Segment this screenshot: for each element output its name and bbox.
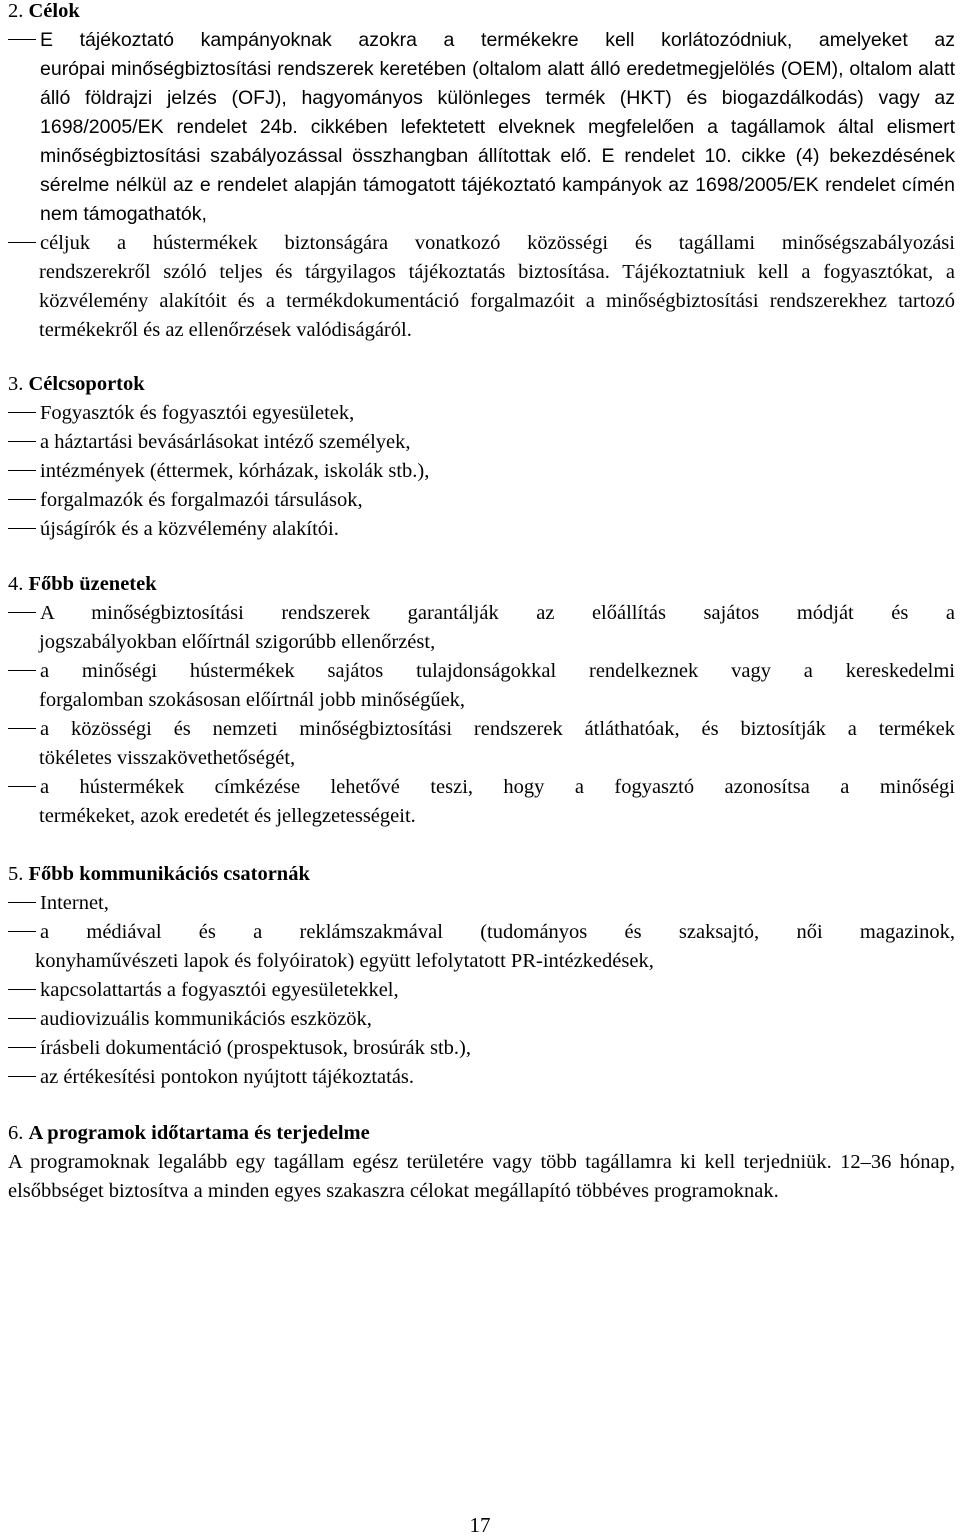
section-paragraph: A programoknak legalább egy tagállam egész területére vagy több tagállamra ki kell terjedniük. 12–36 hónap, elsőbbséget biztosítva a minden egyes szakaszra célokat megállapító többéves programoknak.: [8, 1151, 955, 1202]
list-item-continuation: konyhaművészeti lapok és folyóiratok) együtt lefolytatott PR-intézkedések,: [35, 950, 654, 972]
list-item: [8, 889, 955, 918]
list-item-text: a közösségi és nemzeti minőségbiztosítási rendszerek átláthatóak, és biztosítják a termékek: [40, 718, 955, 740]
dash-bullet: [8, 499, 36, 500]
dash-bullet: [8, 786, 36, 787]
list-item-text: Fogyasztók és fogyasztói egyesületek,: [40, 402, 355, 424]
list-item: [8, 1005, 955, 1034]
dash-bullet: [8, 1076, 36, 1077]
list-item: [8, 26, 955, 55]
list-item-text: újságírók és a közvélemény alakítói.: [40, 518, 339, 540]
dash-bullet: [8, 528, 36, 529]
dash-bullet: [8, 1047, 36, 1048]
list-item-text: céljuk a hústermékek biztonságára vonatkozó közösségi és tagállami minőségszabályozási: [40, 232, 955, 254]
document-page: [8, 0, 955, 1206]
list-item-continuation: rendszerekről szóló teljes és tárgyilagos tájékoztatás biztosítása. Tájékoztatniuk kell a fogyasztókat, a közvélemény alakítóit és a termékdokumentáció forgalmazóit a minőségbiztosítási rendszerekhez tartozó termékekről és az ellenőrzések valódiságáról.: [39, 261, 955, 341]
dash-bullet: [8, 441, 36, 442]
dash-bullet: [8, 728, 36, 729]
list-item: [8, 599, 955, 628]
list-item: [8, 657, 955, 686]
list-item-text: forgalmazók és forgalmazói társulások,: [40, 489, 363, 511]
dash-bullet: [8, 612, 36, 613]
list-item-text: A minőségbiztosítási rendszerek garantálják az előállítás sajátos módját és a: [40, 602, 955, 624]
page-number: 17: [469, 1513, 491, 1537]
list-item: [8, 773, 955, 802]
section-number: 5.: [8, 863, 24, 885]
section-title: Célcsoportok: [28, 373, 145, 395]
dash-bullet: [8, 1018, 36, 1019]
section-heading-celcsoportok: [8, 370, 955, 399]
dash-bullet: [8, 902, 36, 903]
list-item: [8, 918, 955, 947]
list-item-text: a hústermékek címkézése lehetővé teszi, hogy a fogyasztó azonosítsa a minőségi: [40, 776, 955, 798]
section-number: 3.: [8, 373, 24, 395]
list-item-text: az értékesítési pontokon nyújtott tájékoztatás.: [40, 1066, 415, 1088]
list-item: [8, 457, 955, 486]
section-title: Célok: [28, 0, 80, 22]
dash-bullet: [8, 242, 36, 243]
list-item-continuation: forgalomban szokásosan előírtnál jobb minőségűek,: [39, 689, 466, 711]
list-item-text: a médiával és a reklámszakmával (tudományos és szaksajtó, női magazinok,: [40, 921, 955, 943]
list-item-text: intézmények (éttermek, kórházak, iskolák stb.),: [40, 460, 430, 482]
list-item-continuation: jogszabályokban előírtnál szigorúbb ellenőrzést,: [39, 631, 436, 653]
section-title: Főbb üzenetek: [28, 573, 157, 595]
list-item: [8, 515, 955, 544]
section-title: A programok időtartama és terjedelme: [28, 1122, 370, 1144]
list-item-continuation: termékeket, azok eredetét és jellegzetességeit.: [39, 805, 416, 827]
list-item: [8, 1063, 955, 1092]
list-item: [8, 486, 955, 515]
list-item-text: a háztartási bevásárlásokat intéző személyek,: [40, 431, 411, 453]
list-item-text: Internet,: [40, 892, 109, 914]
list-item: [8, 976, 955, 1005]
dash-bullet: [8, 931, 36, 932]
list-item-text: audiovizuális kommunikációs eszközök,: [40, 1008, 372, 1030]
list-item-text: a minőségi hústermékek sajátos tulajdonságokkal rendelkeznek vagy a kereskedelmi: [40, 660, 955, 682]
section-number: 6.: [8, 1122, 24, 1144]
list-item: [8, 399, 955, 428]
dash-bullet: [8, 412, 36, 413]
section-number: 4.: [8, 573, 24, 595]
list-item-text: írásbeli dokumentáció (prospektusok, brosúrák stb.),: [40, 1037, 471, 1059]
dash-bullet: [8, 989, 36, 990]
list-item: [8, 715, 955, 744]
list-item-text: kapcsolattartás a fogyasztói egyesületekkel,: [40, 979, 399, 1001]
section-heading-fobb-uzenetek: [8, 570, 955, 599]
list-item: [8, 428, 955, 457]
dash-bullet: [8, 470, 36, 471]
dash-bullet: [8, 39, 36, 40]
list-item: [8, 1034, 955, 1063]
list-item-continuation: európai minőségbiztosítási rendszerek keretében (oltalom alatt álló eredetmegjelölés (OEM), oltalom alatt álló földrajzi jelzés (OFJ), hagyományos különleges termék (HKT) és biogazdálkodás) vagy az 1698/2005/EK rendelet 24b. cikkében lefektetett elveknek megfelelően a tagállamok által elismert minőségbiztosítási szabályozással összhangban állítottak elő. E rendelet 10. cikke (4) bekezdésének sérelme nélkül az e rendelet alapján támogatott tájékoztató kampányok az 1698/2005/EK rendelet címén nem támogathatók,: [40, 58, 955, 225]
section-title: Főbb kommunikációs csatornák: [28, 863, 310, 885]
list-item-text: E tájékoztató kampányoknak azokra a termékekre kell korlátozódniuk, amelyeket az: [40, 29, 955, 51]
section-heading-idotartam: [8, 1119, 955, 1148]
section-number: 2.: [8, 0, 24, 22]
section-heading-celok: [8, 0, 955, 26]
list-item-continuation: tökéletes visszakövethetőségét,: [39, 747, 296, 769]
section-heading-kommunikacios-csatornak: [8, 860, 955, 889]
dash-bullet: [8, 670, 36, 671]
list-item: [8, 229, 955, 258]
